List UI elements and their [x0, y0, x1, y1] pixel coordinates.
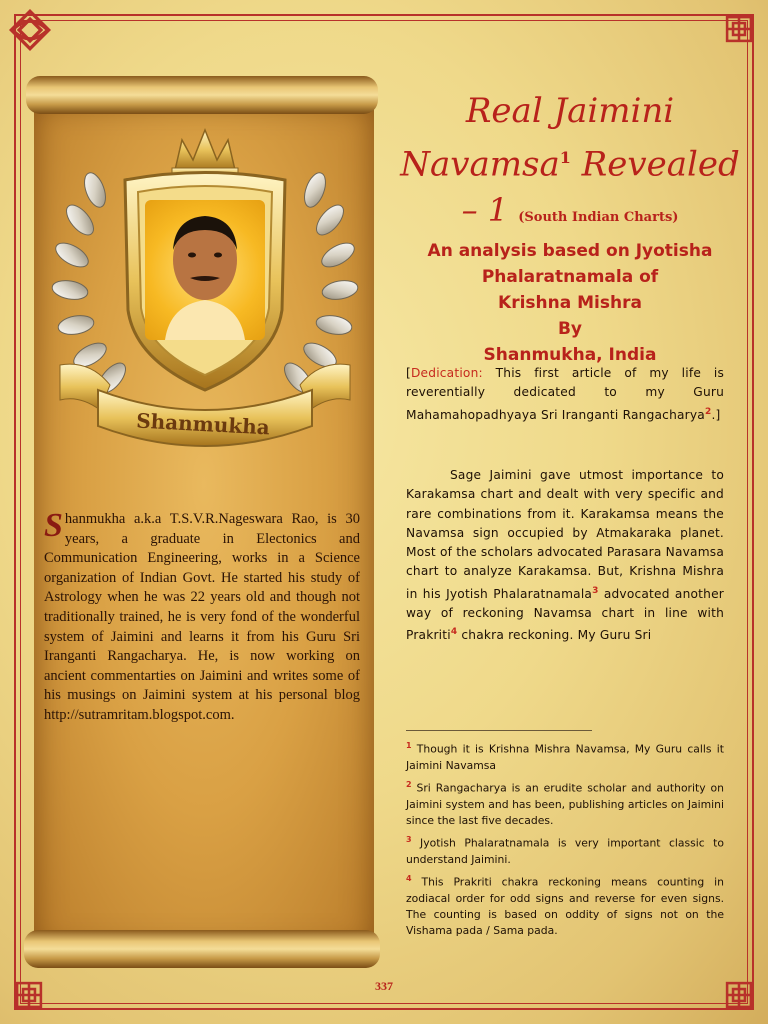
subtitle-line-4: By — [557, 319, 583, 339]
author-photo — [145, 200, 265, 340]
title-chart-type: (South Indian Charts) — [518, 210, 679, 226]
body-paragraph — [406, 466, 724, 646]
footnote-ref-2[interactable]: 2 — [704, 406, 712, 417]
title-part-number: – 1 — [461, 191, 519, 230]
subtitle-line-1: An analysis based on Jyotisha — [427, 241, 713, 261]
title-line-1: Real Jaimini — [465, 91, 675, 131]
dedication-open-bracket: [ — [406, 366, 411, 380]
scroll-top-rod — [26, 76, 378, 114]
footnote-4 — [406, 871, 724, 939]
author-bio — [44, 507, 360, 726]
portrait-image — [145, 200, 265, 340]
paragraph-part-2: advocated another way of reckoning Navamsa chart in line with Prakriti — [406, 586, 724, 643]
footnote-number: 1 — [406, 741, 412, 750]
title-line-2 — [390, 134, 750, 188]
page-number: 337 — [375, 979, 393, 993]
footnote-1 — [406, 738, 724, 774]
bio-dropcap: S — [44, 507, 63, 544]
title-revealed: Revealed — [570, 144, 740, 185]
endless-knot-icon — [8, 8, 52, 52]
footnote-number: 3 — [406, 835, 412, 845]
footnote-divider — [406, 730, 592, 731]
article-subtitle — [390, 238, 750, 368]
endless-knot-icon — [12, 978, 46, 1012]
footnote-number: 2 — [406, 780, 412, 789]
dedication — [406, 364, 724, 425]
article-title — [390, 88, 750, 240]
dedication-text: This first article of my life is reverentially dedicated to my Guru Mahamahopadhyaya Sri Iranganti Rangacharya — [406, 366, 724, 422]
footnote-ref-1[interactable]: 1 — [559, 148, 571, 167]
footnote-text: Though it is Krishna Mishra Navamsa, My Guru calls it Jaimini Navamsa — [406, 742, 724, 772]
author-byline: Shanmukha, India — [483, 345, 657, 365]
footnote-text: Sri Rangacharya is an erudite scholar and authority on Jaimini system and has been, publishing articles on Jaimini since the last five decades. — [406, 781, 724, 827]
footnote-ref-3[interactable]: 3 — [592, 585, 599, 596]
footnote-text: Jyotish Phalaratnamala is very important classic to understand Jaimini. — [406, 836, 724, 866]
dedication-label: Dedication: — [410, 366, 483, 380]
footnote-number: 4 — [406, 874, 412, 884]
footnote-3 — [406, 832, 724, 868]
footnote-ref-4[interactable]: 4 — [450, 627, 458, 638]
dedication-close: .] — [711, 407, 721, 422]
author-banner-label: Shanmukha — [135, 408, 271, 440]
paragraph-part-3: chakra reckoning. My Guru Sri — [457, 628, 652, 643]
subtitle-line-2: Phalaratnamala of — [481, 267, 659, 287]
bio-text: hanmukha a.k.a T.S.V.R.Nageswara Rao, is 30 years, a graduate in Electonics and Communication Engineering, works in a Science organization of Indian Govt. He started his study of Astrology when he was 22 years old and though not traditionally trained, he is very fond of the wonderful system of Jaimini and learns it from his Guru Sri Iranganti Rangacharya. He, is now working on ancient commentarties on Jaimini and writes some of his musings on Jaimini system at his personal blog http://sutramritam.blogspot.com. — [44, 511, 360, 723]
title-line-3 — [390, 188, 750, 240]
footnote-text: This Prakriti chakra reckoning means counting in zodiacal order for odd signs and reverse for even signs. The counting is based on oddity of signs not on the Vishama pada / Sama pada. — [406, 875, 724, 938]
scroll-bottom-rod — [24, 930, 380, 968]
endless-knot-icon — [722, 12, 756, 46]
title-navamsa: Navamsa — [400, 144, 560, 185]
paragraph-part-1: Sage Jaimini gave utmost importance to Karakamsa chart and dealt with very specific and rare combinations from it. Karakamsa means the Navamsa sign occupied by Atmakaraka planet. Most of the scholars advocated Parasara Navamsa chart to analyze Karakamsa. But, Krishna Mishra in his Jyotish Phalaratnamala — [406, 468, 724, 601]
footnotes — [406, 738, 724, 943]
endless-knot-icon — [722, 978, 756, 1012]
footnote-2 — [406, 777, 724, 829]
subtitle-line-3: Krishna Mishra — [498, 293, 642, 313]
